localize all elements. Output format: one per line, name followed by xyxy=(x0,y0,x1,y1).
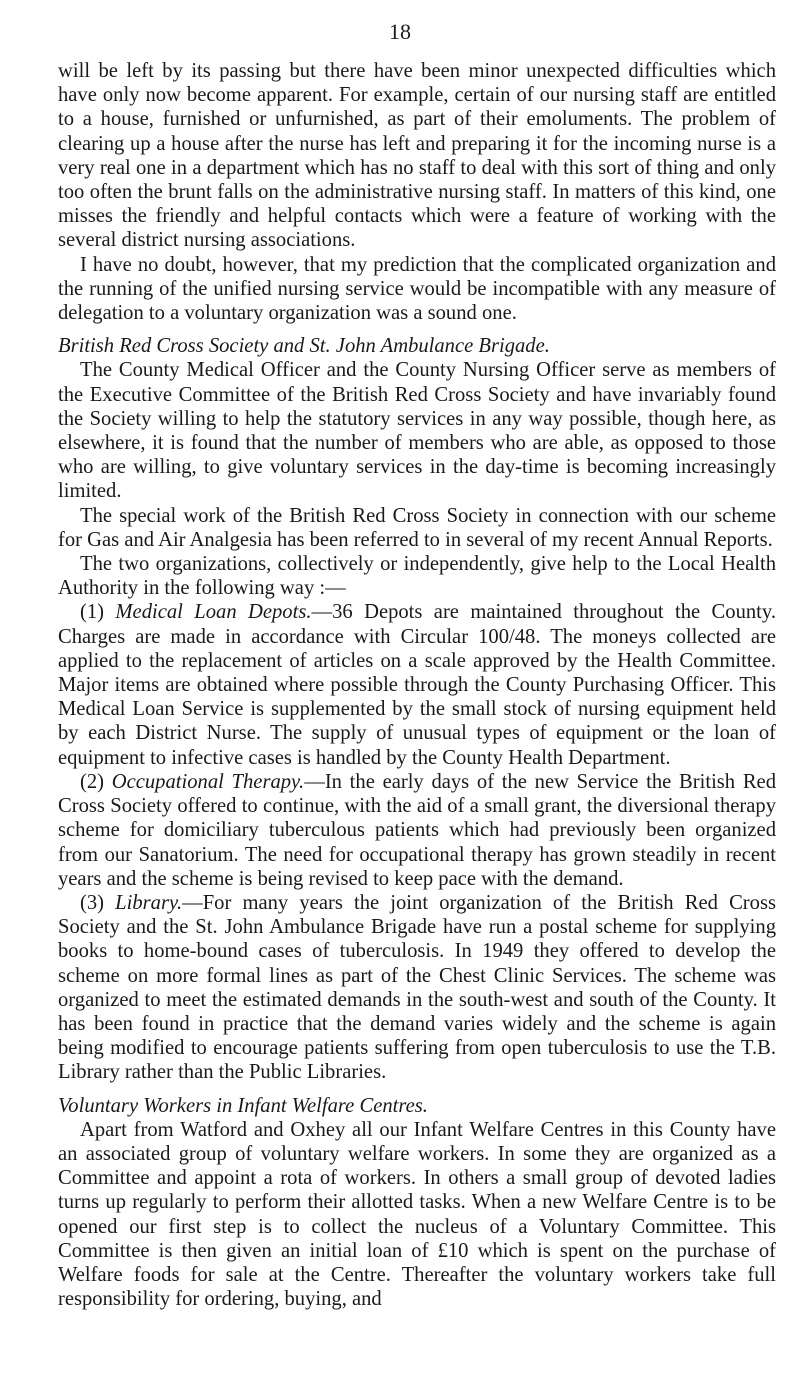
list-item-number: (2) xyxy=(80,770,105,793)
heading-red-cross: British Red Cross Society and St. John Ambulance Brigade. xyxy=(58,335,550,358)
list-item-title: Library. xyxy=(115,891,183,914)
list-item-text: —36 Depots are maintained throughout the County. Charges are made in accordance with Circular 100/48. The moneys collected are applied to the replacement of articles on a scale approved by the Health Committee. Major items are obtained where possible through the County Purchasing Officer. This Medical Loan Service is supplemented by the small stock of nursing equipment held by each District Nurse. The supply of unusual types of equipment or the loan of equipment to infective cases is handled by the County Health Department. xyxy=(58,601,776,769)
list-item-title: Occupational Therapy. xyxy=(111,770,305,793)
heading-voluntary-workers: Voluntary Workers in Infant Welfare Centres. xyxy=(58,1094,428,1117)
list-item-text: —In the early days of the new Service the British Red Cross Society offered to continue, with the aid of a small grant, the diversional therapy scheme for domiciliary tuberculous patients which had previously been organized from our Sanatorium. The need for occupational therapy has grown steadily in recent years and the scheme is being revised to keep pace with the demand. xyxy=(58,770,776,890)
list-item-medical-loan-depots xyxy=(58,600,776,769)
list-item-title: Medical Loan Depots. xyxy=(115,601,312,624)
paragraph-prediction: I have no doubt, however, that my prediction that the complicated organization and the running of the unified nursing service would be incompatible with any measure of delegation to a voluntary organization was a sound one. xyxy=(58,253,776,325)
list-item-number: (3) xyxy=(80,891,105,914)
list-item-library xyxy=(58,891,776,1085)
body-text xyxy=(58,59,776,1311)
list-item-occupational-therapy xyxy=(58,770,776,891)
list-item-text: —For many years the joint organization of the British Red Cross Society and the St. John Ambulance Brigade have run a postal scheme for supplying books to home-bound cases of tuberculosis. In 1949 they offered to develop the scheme on more formal lines as part of the Chest Clinic Services. The scheme was organized to meet the estimated demands in the south-west and south of the County. It has been found in practice that the demand varies widely and the scheme is again being modified to encourage patients suffering from open tuberculosis to use the T.B. Library rather than the Public Libraries. xyxy=(58,891,776,1084)
list-item-number: (1) xyxy=(80,601,105,624)
paragraph-red-cross-committee: The County Medical Officer and the County Nursing Officer serve as members of the Executive Committee of the British Red Cross Society and have invariably found the Society willing to help the statutory services in any way possible, though here, as elsewhere, it is found that the number of members who are able, as opposed to those who are willing, to give voluntary services in the day-time is becoming increasingly limited. xyxy=(58,359,776,503)
paragraph-voluntary-workers: Apart from Watford and Oxhey all our Infant Welfare Centres in this County have an associated group of voluntary welfare workers. In some they are organized as a Committee and appoint a rota of workers. In others a small group of devoted ladies turns up regularly to perform their allotted tasks. When a new Welfare Centre is to be opened our first step is to collect the nucleus of a Voluntary Committee. This Committee is then given an initial loan of £10 which is spent on the purchase of Welfare foods for sale at the Centre. Thereafter the voluntary workers take full responsibility for ordering, buying, and xyxy=(58,1118,776,1311)
paragraph-gas-air-analgesia: The special work of the British Red Cross Society in connection with our scheme for Gas and Air Analgesia has been referred to in several of my recent Annual Reports. xyxy=(58,504,776,551)
paragraph-organizations-help: The two organizations, collectively or independently, give help to the Local Health Authority in the following way :— xyxy=(58,553,776,600)
paragraph-nursing-difficulties: will be left by its passing but there have been minor unexpected difficulties which have only now become apparent. For example, certain of our nursing staff are entitled to a house, furnished or unfurnished, as part of their emoluments. The problem of clearing up a house after the nurse has left and preparing it for the incoming nurse is a very real one in a department which has no staff to deal with this sort of thing and only too often the brunt falls on the administrative nursing staff. In matters of this kind, one misses the friendly and helpful contacts which were a feature of working with the several district nursing associations. xyxy=(58,60,776,252)
page-number: 18 xyxy=(389,19,411,44)
